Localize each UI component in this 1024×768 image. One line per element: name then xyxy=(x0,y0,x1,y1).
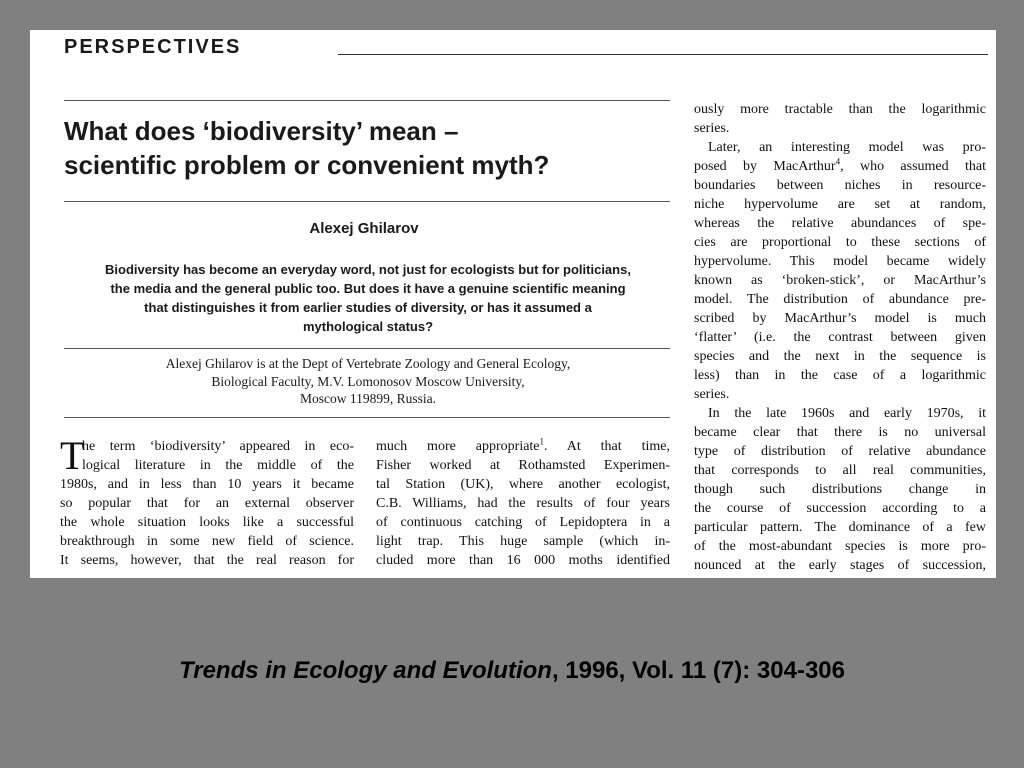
body-line: breakthrough in some new field of science. xyxy=(60,534,354,549)
body-line: became clear that there is no universal xyxy=(694,425,986,440)
body-line xyxy=(694,157,986,176)
body-line: whereas the relative abundances of spe- xyxy=(694,216,986,231)
reference-marker: 1 xyxy=(539,436,545,447)
body-line: he term ‘biodiversity’ appeared in eco- xyxy=(82,439,354,454)
body-column-right xyxy=(694,100,986,575)
body-text: much more appropriate xyxy=(376,439,540,454)
body-column-left xyxy=(60,433,354,570)
body-line: niche hypervolume are set at random, xyxy=(694,197,986,212)
rule-top xyxy=(64,100,670,101)
rule-below-headline xyxy=(64,201,670,202)
body-line xyxy=(376,437,670,456)
body-line: nounced at the early stages of succession, xyxy=(694,558,986,573)
article-scan xyxy=(30,30,996,578)
body-line: type of distribution of relative abundance xyxy=(694,444,986,459)
body-line: cluded more than 16 000 moths identified xyxy=(376,553,670,568)
body-line: of continuous catching of Lepidoptera in a xyxy=(376,515,670,530)
affiliation-line: Alexej Ghilarov is at the Dept of Vertebrate Zoology and General Ecology, xyxy=(165,356,571,371)
citation-details: , 1996, Vol. 11 (7): 304-306 xyxy=(551,657,845,684)
body-line: cies are proportional to these sections of xyxy=(694,235,986,250)
abstract-line: the media and the general public too. But does it have a genuine scientific meaning xyxy=(110,281,626,296)
body-line: the course of succession according to a xyxy=(694,501,986,516)
body-line: C.B. Williams, had the results of four years xyxy=(376,496,670,511)
body-line: hypervolume. This model became widely xyxy=(694,254,986,269)
body-line: series. xyxy=(694,387,730,402)
headline-line-2: scientific problem or convenient myth? xyxy=(64,150,550,180)
body-line: tal Station (UK), where another ecologist, xyxy=(376,477,670,492)
body-line: scribed by MacArthur’s model is much xyxy=(694,311,986,326)
author-affiliation xyxy=(64,355,672,408)
abstract-line: Biodiversity has become an everyday word, not just for ecologists but for politicians, xyxy=(105,262,631,277)
section-rule xyxy=(338,54,988,55)
rule-below-abstract xyxy=(64,348,670,349)
author-name: Alexej Ghilarov xyxy=(309,220,419,237)
body-line: of the most-abundant species is more pro- xyxy=(694,539,986,554)
body-line: less) than in the case of a logarithmic xyxy=(694,368,986,383)
body-line: ously more tractable than the logarithmic xyxy=(694,102,986,117)
section-label: PERSPECTIVES xyxy=(64,36,242,58)
body-line: particular pattern. The dominance of a few xyxy=(694,520,986,535)
body-line: though such distributions change in xyxy=(694,482,986,497)
body-line: 1980s, and in less than 10 years it became xyxy=(60,477,354,492)
body-text: , who assumed that xyxy=(840,159,986,174)
body-line: so popular that for an external observer xyxy=(60,496,354,511)
body-line: Later, an interesting model was pro- xyxy=(708,140,986,155)
body-line: logical literature in the middle of the xyxy=(82,458,354,473)
body-column-middle xyxy=(376,437,670,570)
affiliation-line: Biological Faculty, M.V. Lomonosov Moscow University, xyxy=(211,373,525,389)
body-line: Fisher worked at Rothamsted Experimen- xyxy=(376,458,670,473)
body-line: series. xyxy=(694,121,730,136)
drop-cap: T xyxy=(60,433,85,478)
abstract xyxy=(64,260,672,336)
body-text: posed by MacArthur xyxy=(694,159,836,174)
body-line: known as ‘broken-stick’, or MacArthur’s xyxy=(694,273,986,288)
body-line: species and the next in the sequence is xyxy=(694,349,986,364)
abstract-line: that distinguishes it from earlier studies of diversity, or has it assumed a xyxy=(144,300,592,315)
body-line: model. The distribution of abundance pre- xyxy=(694,292,986,307)
citation xyxy=(0,657,1024,685)
article-headline xyxy=(64,114,664,182)
headline-line-1: What does ‘biodiversity’ mean – xyxy=(64,116,459,146)
body-line: the whole situation looks like a successful xyxy=(60,515,354,530)
body-line: It seems, however, that the real reason for xyxy=(60,553,354,568)
body-line: ‘flatter’ (i.e. the contrast between given xyxy=(694,330,986,345)
reference-marker: 4 xyxy=(835,156,841,167)
affiliation-line: Moscow 119899, Russia. xyxy=(299,391,436,406)
body-text: . At that time, xyxy=(544,439,670,454)
body-line: boundaries between niches in resource- xyxy=(694,178,986,193)
body-line: In the late 1960s and early 1970s, it xyxy=(708,406,986,421)
body-line: that corresponds to all real communities, xyxy=(694,463,986,478)
body-line: light trap. This huge sample (which in- xyxy=(376,534,670,549)
abstract-line: mythological status? xyxy=(302,319,434,334)
journal-name: Trends in Ecology and Evolution xyxy=(179,657,552,684)
rule-below-affiliation xyxy=(64,417,670,418)
